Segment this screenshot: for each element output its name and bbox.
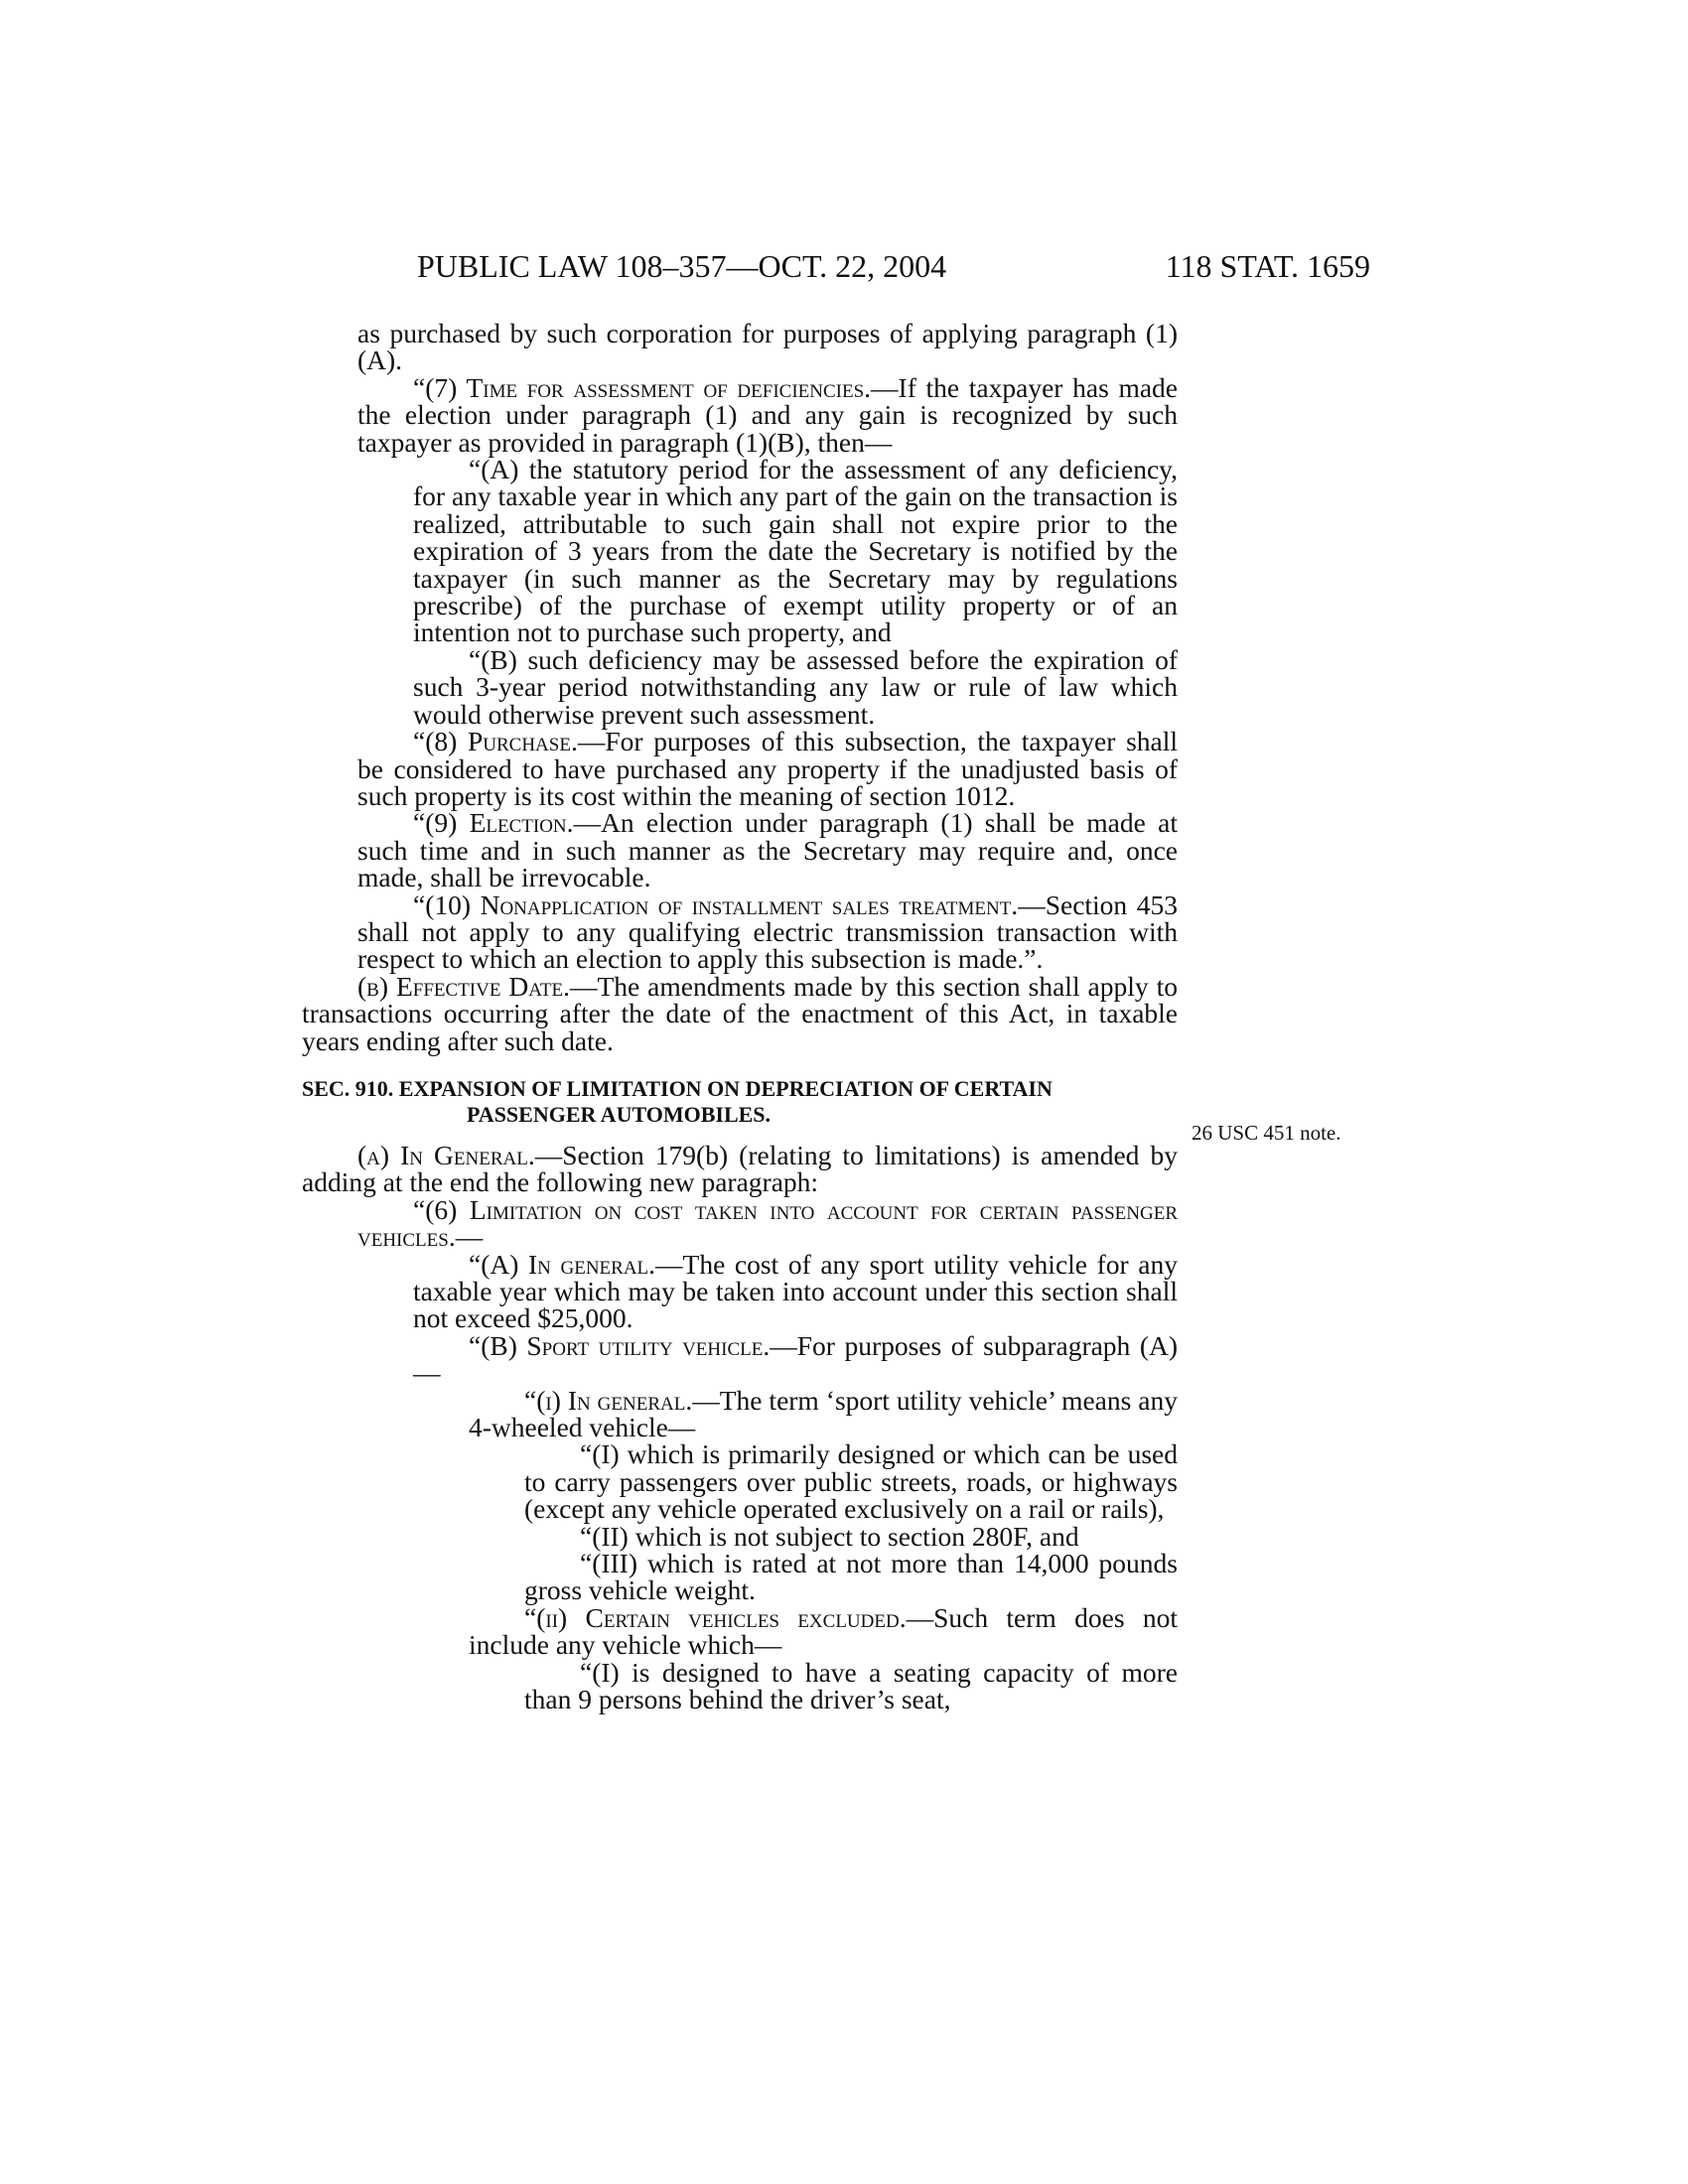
paragraph-text: —If the taxpayer has made the election under paragraph (1) and any gain is recognized by such taxpayer as provided in paragraph (1)(B), then— (357, 371, 1178, 458)
subparagraph-a: “(A) the statutory period for the assessment of any deficiency, for any taxable year in which any part of the gain on the transaction is realized, attributable to such gain shall not expire prior to the expiration of 3 years from the date the Secretary is notified by the taxpayer (in such manner as the Secretary may by regulations prescribe) of the purchase of exempt utility property or of an intention not to purchase such property, and (413, 454, 1178, 648)
subclause-I: “(I) is designed to have a seating capacity of more than 9 persons behind the driver’s seat, (524, 1656, 1178, 1715)
subclause-I: “(I) which is primarily designed or which can be used to carry passengers over public streets, roads, or highways (except any vehicle operated exclusively on a rail or rails), (524, 1438, 1178, 1525)
subsection-heading: (a) In General. (357, 1139, 535, 1170)
paragraph: as purchased by such corporation for purposes of applying paragraph (1)(A). (357, 318, 1178, 376)
subsection-heading: (b) Effective Date. (357, 970, 570, 1002)
section-heading-line-1: SEC. 910. EXPANSION OF LIMITATION ON DEPRECIATION OF CERTAIN (302, 1075, 1053, 1101)
section-heading-line-2: PASSENGER AUTOMOBILES. (467, 1101, 772, 1127)
clause-text: —Such term does not include any vehicle which— (469, 1601, 1178, 1661)
running-header (417, 248, 1370, 288)
paragraph-text: —An election under paragraph (1) shall be made at such time and in such manner as the Secretary may require and, once made, shall be irrevocable. (357, 807, 1178, 893)
clause-text: —The term ‘sport utility vehicle’ means any 4-wheeled vehicle— (469, 1384, 1178, 1443)
paragraph-7 (302, 371, 1178, 458)
subparagraph-b: “(B) such deficiency may be assessed before the expiration of such 3-year period notwithstanding any law or rule of law which would otherwise prevent such assessment. (413, 643, 1178, 730)
subparagraph-heading: “(B) Sport utility vehicle. (469, 1329, 771, 1361)
paragraph-text: —Section 453 shall not apply to any qualifying electric transmission transaction with respect to which an election to apply this subsection is made.”. (357, 888, 1178, 975)
document-body (302, 320, 1178, 1713)
clause-heading: “(ii) Certain vehicles excluded. (524, 1601, 907, 1633)
paragraph-10 (302, 888, 1178, 975)
subparagraph-text: —For purposes of subparagraph (A)— (413, 1329, 1179, 1389)
paragraph-heading: “(8) Purchase. (413, 726, 578, 757)
subclause-III: “(III) which is rated at not more than 14,000 pounds gross vehicle weight. (524, 1548, 1178, 1606)
paragraph-heading: “(6) Limitation on cost taken into account for certain passenger vehicles. (357, 1193, 1178, 1253)
paragraph-heading: “(7) Time for assessment of deficiencies. (413, 371, 872, 403)
header-law-citation: PUBLIC LAW 108–357—OCT. 22, 2004 (417, 248, 947, 284)
subsection-a (302, 1139, 1178, 1198)
subclause-II: “(II) which is not subject to section 280F, and (580, 1520, 1079, 1552)
subparagraph-a (302, 1248, 1178, 1334)
subsection-text: —Section 179(b) (relating to limitations) is amended by adding at the end the following new paragraph: (302, 1139, 1178, 1198)
paragraph-text: —For purposes of this subsection, the taxpayer shall be considered to have purchased any property if the unadjusted basis of such property is its cost within the meaning of section 1012. (357, 726, 1179, 811)
paragraph-text: — (455, 1221, 484, 1253)
paragraph-heading: “(10) Nonapplication of installment sales treatment. (413, 888, 1019, 920)
paragraph-8 (302, 728, 1178, 809)
section-heading (302, 1076, 1178, 1128)
paragraph-6 (302, 1193, 1178, 1253)
subsection-text: —The amendments made by this section shall apply to transactions occurring after the date of the enactment of this Act, in taxable years ending after such date. (302, 970, 1178, 1056)
paragraph-heading: “(9) Election. (413, 807, 574, 839)
subparagraph-heading: “(A) In general. (469, 1248, 656, 1280)
margin-note: 26 USC 451 note. (1192, 1121, 1341, 1145)
clause-heading: “(i) In general. (524, 1384, 693, 1416)
clause-i (302, 1384, 1178, 1443)
subparagraph-b (302, 1329, 1179, 1389)
clause-ii (302, 1601, 1178, 1661)
paragraph-9 (302, 807, 1178, 893)
header-stat-page: 118 STAT. 1659 (1165, 248, 1370, 284)
subparagraph-text: —The cost of any sport utility vehicle for any taxable year which may be taken into account under this section shall not exceed $25,000. (413, 1248, 1178, 1334)
subsection-b (302, 970, 1178, 1056)
